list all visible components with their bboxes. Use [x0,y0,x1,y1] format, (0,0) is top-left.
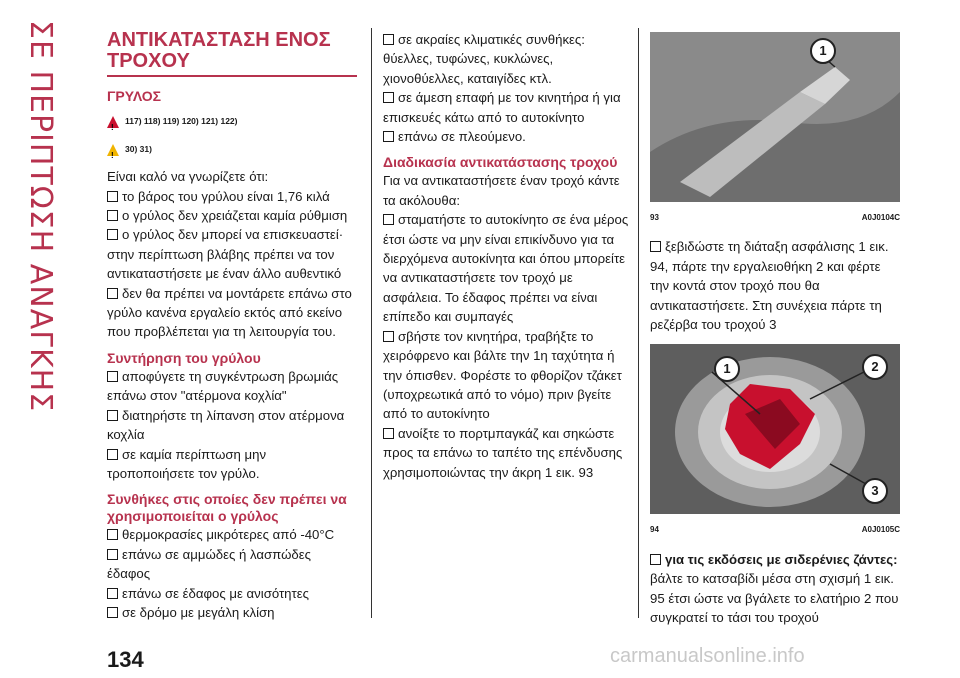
checkbox-bullet-icon [383,428,394,439]
checkbox-bullet-icon [107,607,118,618]
checkbox-bullet-icon [107,449,118,460]
checkbox-bullet-icon [650,554,661,565]
section-heading-conditions: Συνθήκες στις οποίες δεν πρέπει να χρησιμοποιείται ο γρύλος [107,491,347,525]
list-item: το βάρος του γρύλου είναι 1,76 κιλά [107,187,357,206]
warning-refs: ! 117) 118) 119) 120) 121) 122) [107,112,357,131]
list-item: επάνω σε αμμώδες ή λασπώδες έδαφος [107,546,311,582]
column-1 [107,30,357,622]
section-heading-jack: ΓΡΥΛΟΣ [107,88,162,104]
checkbox-bullet-icon [107,229,118,240]
list-item: ο γρύλος δεν μπορεί να επισκευαστεί· στην περίπτωση βλάβης πρέπει να τον αντικαταστήσετε με έναν άλλο αυθεντικό [107,227,344,282]
figure-94 [650,344,900,514]
checkbox-bullet-icon [107,210,118,221]
page-number: 134 [107,647,144,672]
page-title: ΑΝΤΙΚΑΤΑΣΤΑΣΗ ΕΝΟΣ ΤΡΟΧΟΥ [107,29,331,72]
list-item: σε ακραίες κλιματικές συνθήκες: θύελλες, τυφώνες, κυκλώνες, χιονοθύελλες, καταιγίδες κτλ. [383,32,585,86]
checkbox-bullet-icon [107,529,118,540]
side-tab [0,0,80,678]
procedure-intro: Για να αντικαταστήσετε έναν τροχό κάντε τα ακόλουθα: [383,173,620,208]
column-2 [383,30,633,482]
list-item: θερμοκρασίες μικρότερες από -40°C [107,525,357,544]
checkbox-bullet-icon [383,331,394,342]
list-item: επάνω σε έδαφος με ανισότητες [107,584,357,603]
section-heading-procedure: Διαδικασία αντικατάστασης τροχού [383,154,618,171]
list-item: αποφύγετε τη συγκέντρωση βρωμιάς επάνω στον "ατέρμονα κοχλία" [107,368,339,404]
list-item: για τις εκδόσεις με σιδερένιες ζάντες: βάλτε το κατσαβίδι μέσα στη σχισμή 1 εικ. 95 έτσι ώστε να βγάλετε το ελατήριο 2 που συγκρατεί το τάσι του τροχού [650,551,899,626]
list-item: δεν θα πρέπει να μοντάρετε επάνω στο γρύλο κανένα εργαλείο εκτός από εκείνο που προβλέπεται για τη λειτουργία του. [107,285,352,340]
checkbox-bullet-icon [107,371,118,382]
figure-caption: 94 A0J0105C [650,525,900,535]
checkbox-bullet-icon [107,410,118,421]
checkbox-bullet-icon [107,588,118,599]
checkbox-bullet-icon [383,214,394,225]
watermark: carmanualsonline.info [610,645,805,667]
section-heading-maintenance: Συντήρηση του γρύλου [107,349,261,366]
list-item: ξεβιδώστε τη διάταξη ασφάλισης 1 εικ. 94, πάρτε την εργαλειοθήκη 2 και φέρτε την κοντά στον τροχό που θα αντικαταστήσετε. Στη συνέχεια πάρτε τη ρεζέρβα του τροχού 3 [650,239,889,333]
note-refs: ! 30) 31) [107,140,357,159]
figure-caption: 93 A0J0104C [650,213,900,222]
intro-text: Είναι καλό να γνωρίζετε ότι: [107,169,269,185]
callout-1: 1 [714,356,740,382]
column-divider [371,28,372,618]
checkbox-bullet-icon [650,241,661,252]
checkbox-bullet-icon [383,92,394,103]
trunk-mat-illustration [650,32,900,202]
checkbox-bullet-icon [383,34,394,45]
title-rule [107,75,357,77]
list-item: σβήστε τον κινητήρα, τραβήξτε το χειρόφρενο και βάλτε την 1η ταχύτητα ή την όπισθεν. Φορέστε το φθορίζον τζάκετ (υποχρεωτικά από το νόμο) πριν βγείτε από το αυτοκίνητο [383,328,622,422]
callout-1: 1 [810,38,836,64]
column-3 [650,32,900,627]
caution-icon: ! [107,144,119,156]
checkbox-bullet-icon [107,549,118,560]
figure-93 [650,32,900,202]
checkbox-bullet-icon [107,288,118,299]
side-tab-label: ΣΕ ΠΕΡΙΠΤΩΣΗ ΑΝΑΓΚΗΣ [23,20,58,413]
column-divider [638,28,639,618]
checkbox-bullet-icon [383,131,394,142]
list-item: ανοίξτε το πορτμπαγκάζ και σηκώστε προς τα επάνω το ταπέτο της επένδυσης χρησιμοποιώντας την άκρη 1 εικ. 93 [383,425,623,480]
list-item: σταματήστε το αυτοκίνητο σε ένα μέρος έτσι ώστε να μην είναι επικίνδυνο για τα διερχόμενα αυτοκίνητα και όπου μπορείτε να αντικαταστήσετε τον τροχό με ασφάλεια. Το έδαφος πρέπει να είναι επίπεδο και συμπαγές [383,212,629,325]
checkbox-bullet-icon [107,191,118,202]
callout-3: 3 [862,478,888,504]
list-item: σε άμεση επαφή με τον κινητήρα ή για επισκευές κάτω από το αυτοκίνητο [383,90,621,125]
callout-2: 2 [862,354,888,380]
list-item: ο γρύλος δεν χρειάζεται καμία ρύθμιση [107,206,357,225]
list-item: επάνω σε πλεούμενο. [383,127,633,146]
list-item: διατηρήστε τη λίπανση στον ατέρμονα κοχλία [107,407,345,443]
warning-icon: ! [107,116,119,128]
list-item: σε καμία περίπτωση μην τροποποιήσετε τον γρύλο. [107,446,267,481]
list-item: σε δρόμο με μεγάλη κλίση [107,603,357,622]
